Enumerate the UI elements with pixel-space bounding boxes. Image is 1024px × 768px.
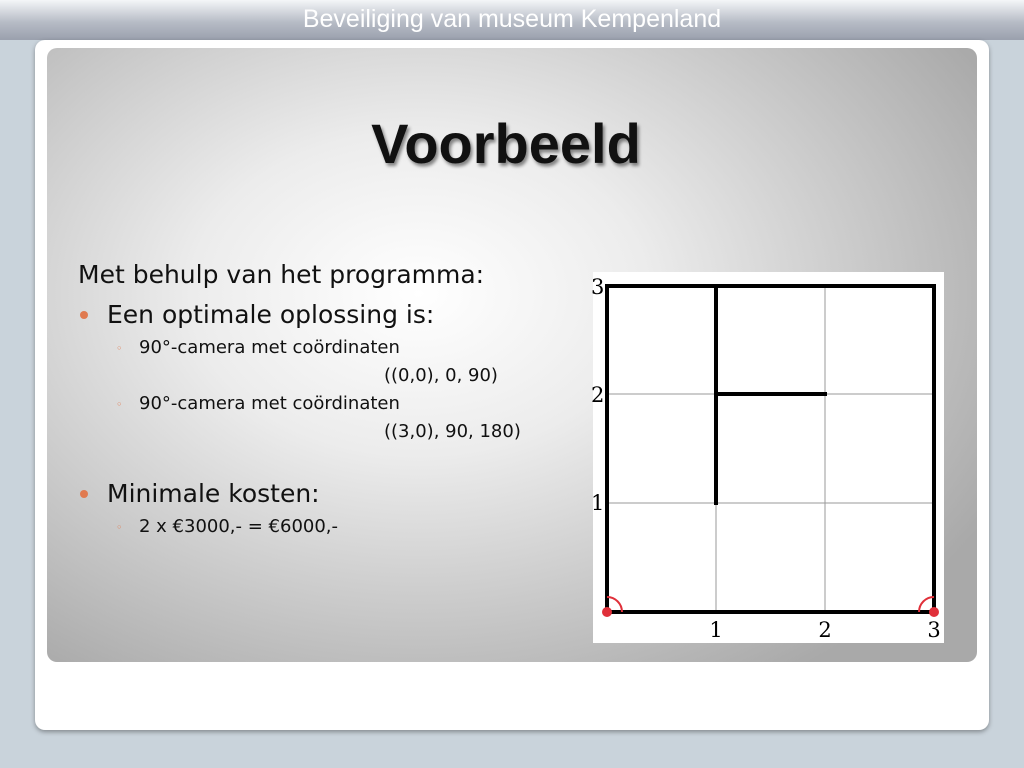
- museum-walls: [607, 286, 934, 612]
- y-tick-2: 2: [591, 383, 605, 407]
- x-tick-2: 2: [818, 618, 832, 642]
- camera-1-coordinates: ((0,0), 0, 90): [384, 365, 498, 386]
- camera-2-coordinates: ((3,0), 90, 180): [384, 421, 521, 442]
- presentation-header-bar: [0, 0, 1024, 40]
- sub-bullet-ring-icon: ◦: [116, 342, 123, 355]
- bullet-optimal-solution: Een optimale oplossing is:: [107, 300, 435, 329]
- museum-floorplan-figure: [593, 272, 944, 643]
- sub-bullet-ring-icon: ◦: [116, 398, 123, 411]
- cost-calculation: 2 x €3000,- = €6000,-: [139, 516, 339, 537]
- camera-1-marker: [602, 607, 612, 617]
- y-tick-1: 1: [591, 491, 605, 515]
- grid-lines: [607, 286, 934, 612]
- x-tick-3: 3: [927, 618, 941, 642]
- sub-bullet-ring-icon: ◦: [116, 521, 123, 534]
- bullet-minimal-cost: Minimale kosten:: [107, 479, 320, 508]
- y-tick-3: 3: [591, 275, 605, 299]
- floorplan-svg: [593, 272, 944, 643]
- bullet-dot-icon: [80, 311, 88, 319]
- axis-tick-labels: [591, 275, 941, 642]
- intro-text: Met behulp van het programma:: [78, 260, 485, 289]
- presentation-title: Beveiliging van museum Kempenland: [302, 5, 722, 33]
- camera-2-description: 90°-camera met coördinaten: [139, 393, 400, 414]
- bullet-dot-icon: [80, 490, 88, 498]
- x-tick-1: 1: [709, 618, 723, 642]
- camera-1-description: 90°-camera met coördinaten: [139, 337, 400, 358]
- slide-title: Voorbeeld: [371, 112, 641, 175]
- outer-wall: [607, 286, 934, 612]
- camera-2-marker: [929, 607, 939, 617]
